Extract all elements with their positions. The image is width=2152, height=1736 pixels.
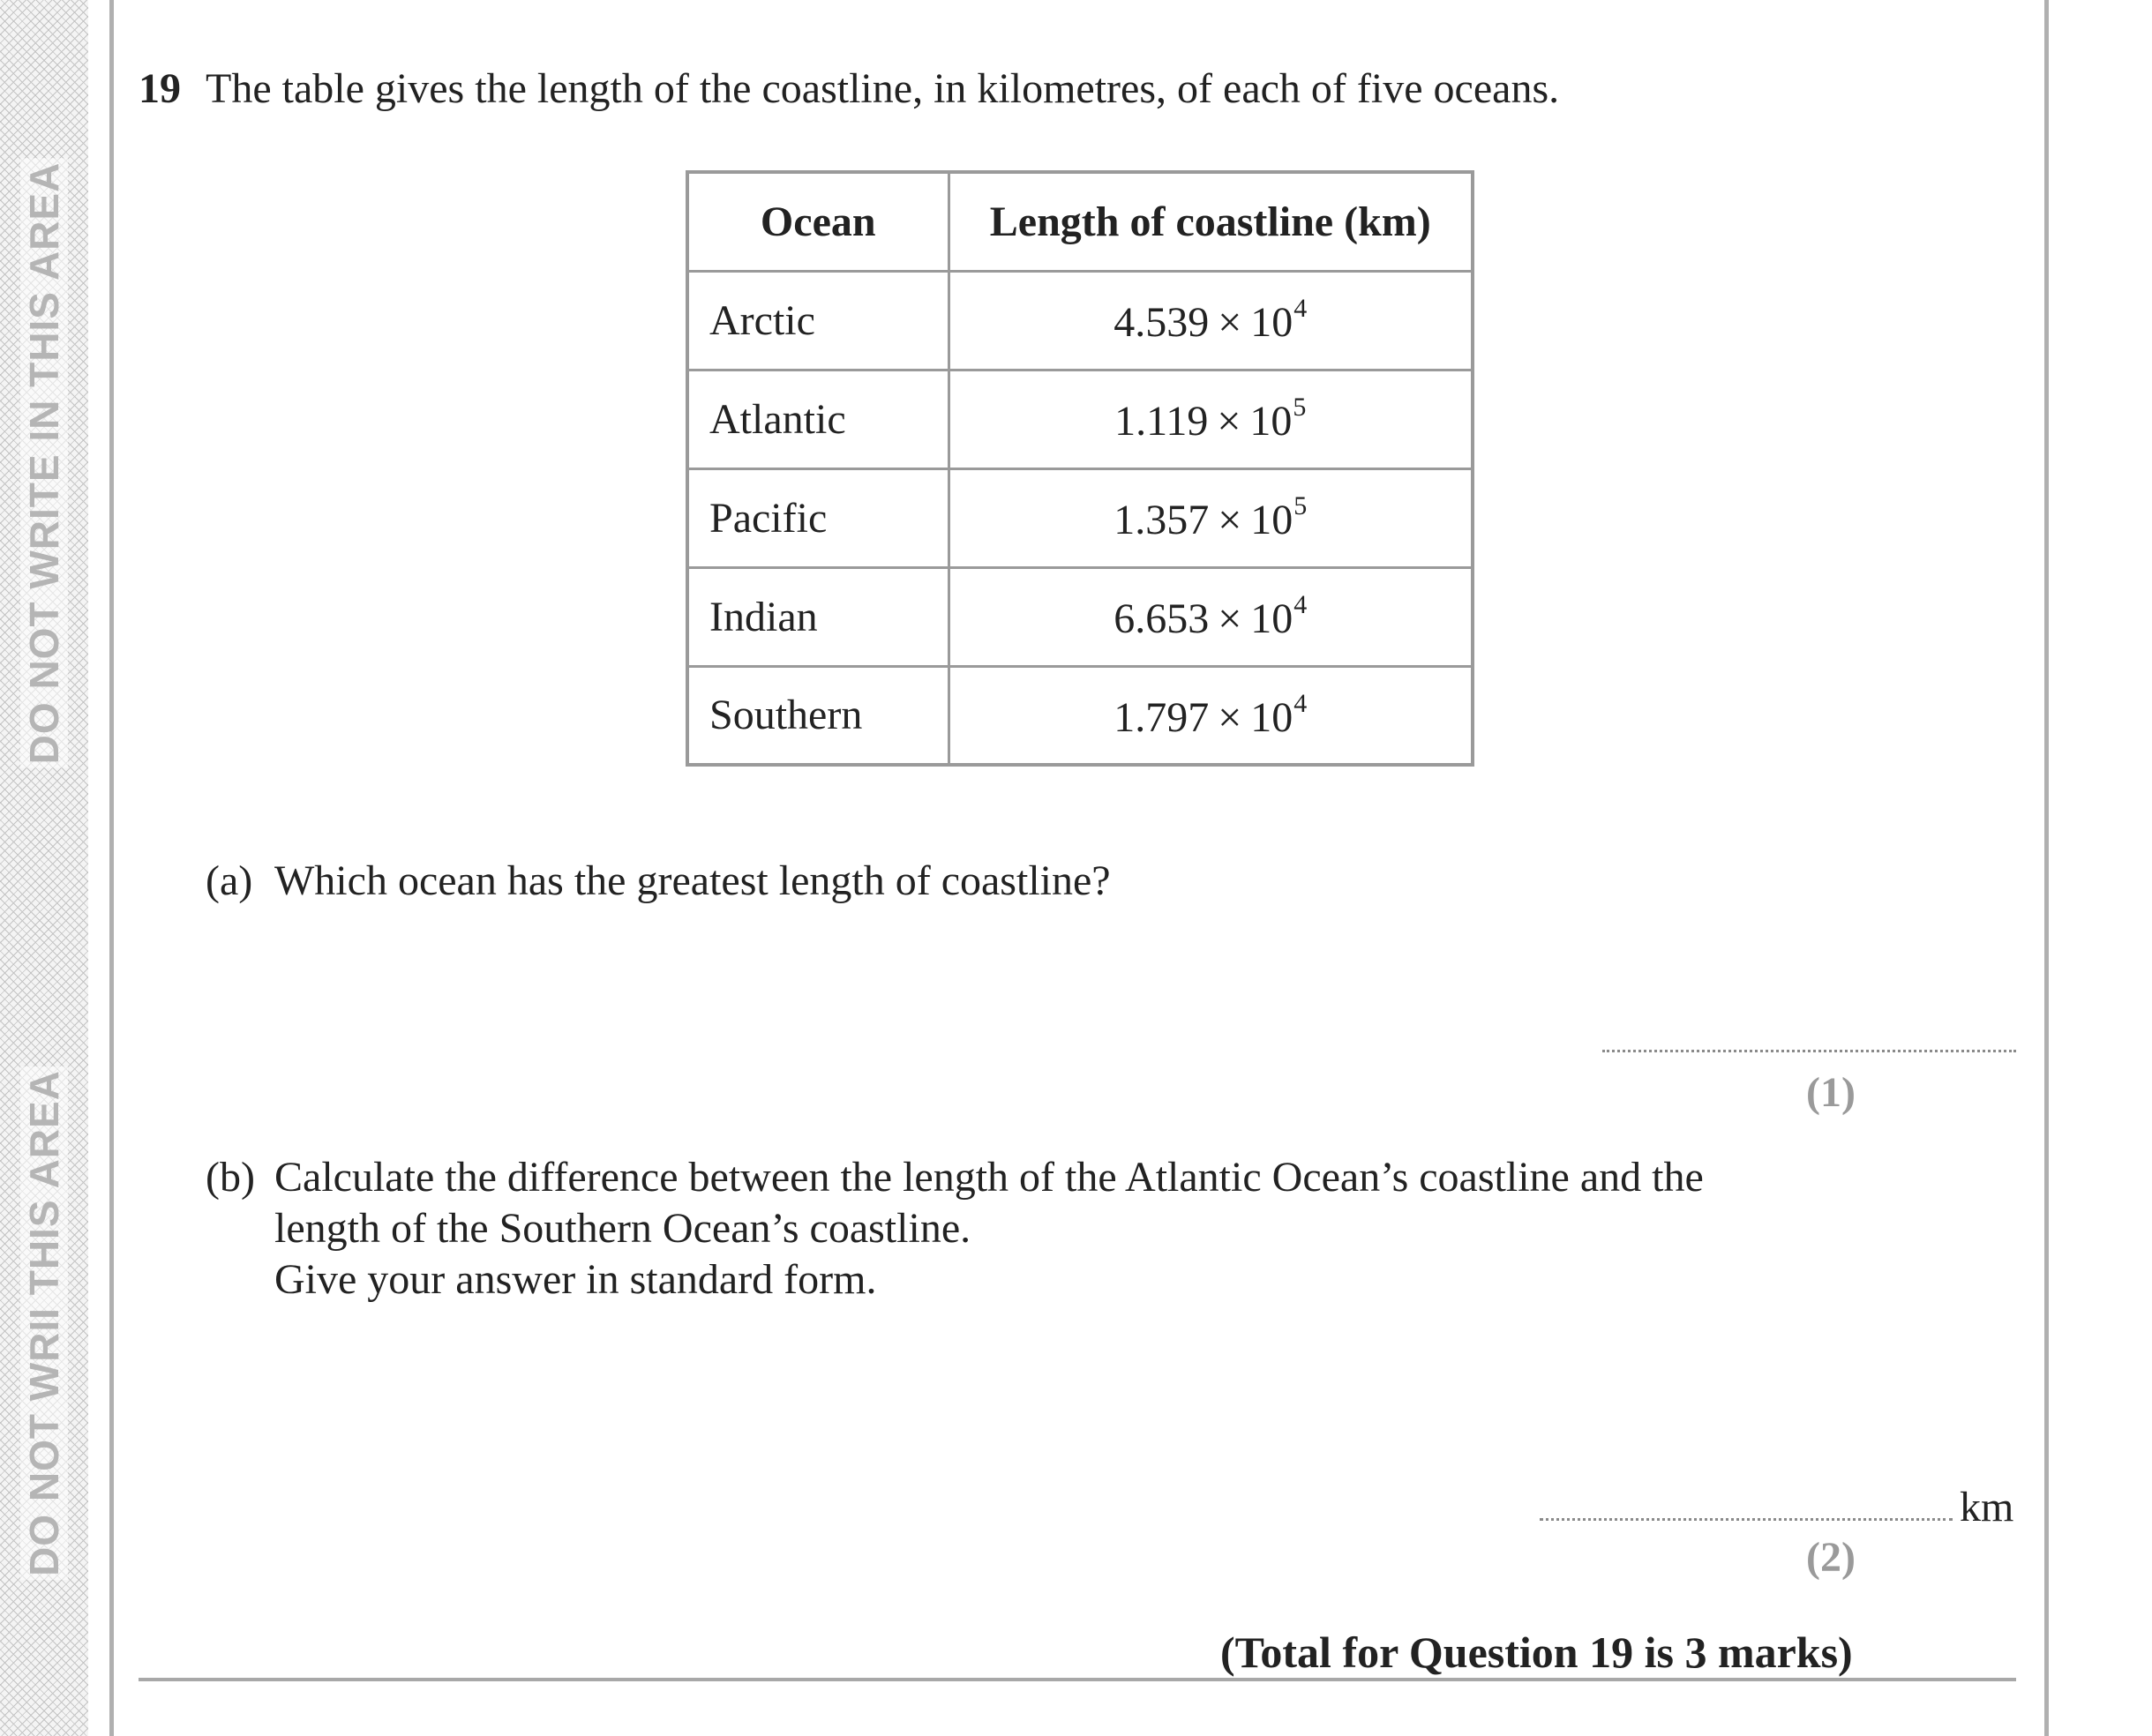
part-a-question: Which ocean has the greatest length of coastline?	[274, 857, 1111, 904]
margin-warning-upper: DO NOT WRITE IN THIS AREA	[20, 159, 68, 768]
coastline-length	[949, 666, 1473, 765]
table-row	[687, 468, 1473, 567]
ocean-name: Pacific	[687, 468, 949, 567]
question-total: (Total for Question 19 is 3 marks)	[1220, 1628, 1853, 1677]
header-length: Length of coastline (km)	[949, 172, 1473, 271]
exponent: 4	[1293, 294, 1308, 323]
table-header-row	[687, 172, 1473, 271]
table-row	[687, 666, 1473, 765]
question-intro: The table gives the length of the coastline, in kilometres, of each of five oceans.	[206, 65, 1560, 112]
table-row	[687, 370, 1473, 468]
mantissa: 6.653	[1113, 595, 1210, 642]
part-a-label: (a)	[206, 857, 253, 904]
ocean-name: Atlantic	[687, 370, 949, 468]
part-a-marks: (1)	[1806, 1069, 1856, 1116]
power-base: 10	[1250, 299, 1293, 346]
times-sign: ×	[1218, 693, 1242, 741]
part-b-question	[274, 1152, 1704, 1306]
question-number: 19	[139, 65, 181, 112]
power-base: 10	[1250, 693, 1293, 741]
power-base: 10	[1250, 497, 1293, 543]
part-b-line: Calculate the difference between the length of the Atlantic Ocean’s coastline and the	[274, 1154, 1704, 1201]
margin-warning-lower: DO NOT WRII THIS AREA	[20, 1066, 68, 1580]
margin-strip	[0, 0, 88, 1736]
exponent: 5	[1293, 393, 1307, 422]
page-frame-left	[109, 0, 114, 1736]
table-row	[687, 271, 1473, 370]
part-b-line: length of the Southern Ocean’s coastline.	[274, 1205, 971, 1252]
part-b-line: Give your answer in standard form.	[274, 1256, 877, 1303]
answer-unit: km	[1960, 1484, 2014, 1530]
coastline-length	[949, 271, 1473, 370]
times-sign: ×	[1218, 299, 1242, 346]
times-sign: ×	[1217, 398, 1241, 445]
coastline-table	[686, 170, 1474, 767]
power-base: 10	[1250, 595, 1293, 642]
mantissa: 1.119	[1114, 398, 1209, 445]
ocean-name: Southern	[687, 666, 949, 765]
times-sign: ×	[1218, 497, 1242, 543]
coastline-length	[949, 567, 1473, 666]
header-ocean: Ocean	[687, 172, 949, 271]
coastline-length	[949, 468, 1473, 567]
exponent: 4	[1293, 688, 1308, 718]
part-b-marks: (2)	[1806, 1534, 1856, 1581]
times-sign: ×	[1218, 595, 1242, 642]
page-frame-right	[2044, 0, 2049, 1736]
coastline-length	[949, 370, 1473, 468]
exponent: 4	[1293, 590, 1308, 619]
ocean-name: Arctic	[687, 271, 949, 370]
bottom-rule	[139, 1678, 2016, 1681]
power-base: 10	[1249, 398, 1293, 445]
table-row	[687, 567, 1473, 666]
mantissa: 1.357	[1113, 497, 1210, 543]
part-b-label: (b)	[206, 1154, 255, 1201]
mantissa: 1.797	[1113, 693, 1210, 741]
answer-line-a[interactable]	[1602, 1050, 2016, 1052]
ocean-name: Indian	[687, 567, 949, 666]
exponent: 5	[1293, 491, 1308, 520]
mantissa: 4.539	[1113, 299, 1210, 346]
answer-line-b[interactable]	[1540, 1518, 1953, 1521]
